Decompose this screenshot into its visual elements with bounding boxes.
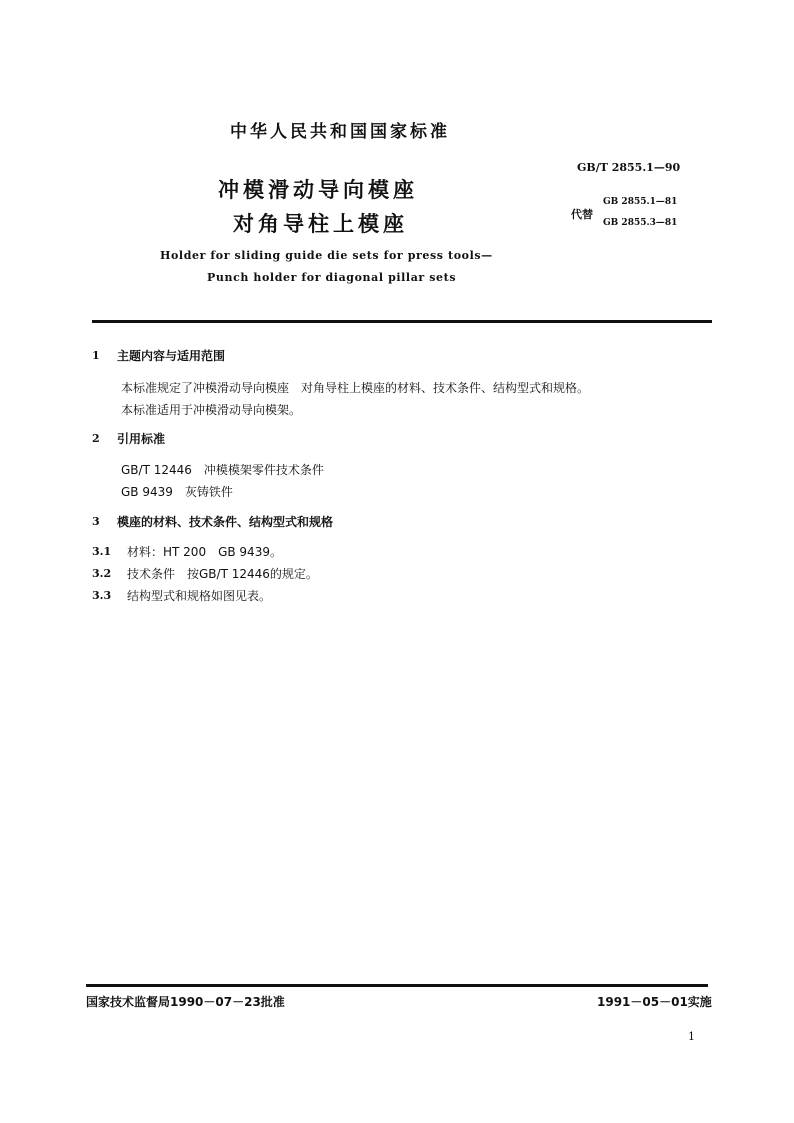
national-standard-heading: 中华人民共和国国家标准 bbox=[230, 122, 450, 142]
replaces-label: 代替 bbox=[571, 208, 593, 221]
english-title-line-1: Holder for sliding guide die sets for press tools— bbox=[160, 249, 493, 262]
document-title-line-2: 对角导柱上模座 bbox=[233, 212, 408, 236]
reference-1: GB/T 12446 冲模模架零件技术条件 bbox=[121, 463, 324, 477]
replaced-standard-1: GB 2855.1—81 bbox=[603, 197, 678, 207]
header-divider bbox=[92, 320, 712, 323]
replaced-standard-2: GB 2855.3—81 bbox=[603, 218, 678, 228]
section-3-title: 模座的材料、技术条件、结构型式和规格 bbox=[117, 515, 334, 529]
item-3-1-text: 材料：HT 200 GB 9439。 bbox=[127, 545, 282, 559]
section-2-title: 引用标准 bbox=[117, 432, 166, 446]
english-title-line-2: Punch holder for diagonal pillar sets bbox=[207, 271, 457, 284]
section-1-paragraph-1: 本标准规定了冲模滑动导向模座 对角导柱上模座的材料、技术条件、结构型式和规格。 bbox=[121, 381, 590, 395]
item-3-3-text: 结构型式和规格如图见表。 bbox=[127, 589, 272, 603]
section-3-number: 3 bbox=[92, 515, 100, 528]
approval-date: 国家技术监督局1990－07－23批准 bbox=[86, 995, 285, 1009]
item-3-2-number: 3.2 bbox=[92, 567, 112, 580]
section-2-number: 2 bbox=[92, 432, 100, 445]
standard-number: GB/T 2855.1—90 bbox=[577, 161, 681, 174]
reference-2: GB 9439 灰铸铁件 bbox=[121, 485, 233, 499]
document-title-line-1: 冲模滑动导向模座 bbox=[218, 178, 418, 202]
section-1-number: 1 bbox=[92, 349, 100, 362]
implementation-date: 1991－05－01实施 bbox=[597, 995, 712, 1009]
item-3-1-number: 3.1 bbox=[92, 545, 112, 558]
item-3-2-text: 技术条件 按GB/T 12446的规定。 bbox=[127, 567, 318, 581]
section-1-title: 主题内容与适用范围 bbox=[117, 349, 226, 363]
footer-divider bbox=[86, 984, 708, 987]
item-3-3-number: 3.3 bbox=[92, 589, 112, 602]
page-number: 1 bbox=[688, 1030, 695, 1043]
section-1-paragraph-2: 本标准适用于冲模滑动导向模架。 bbox=[121, 403, 302, 417]
